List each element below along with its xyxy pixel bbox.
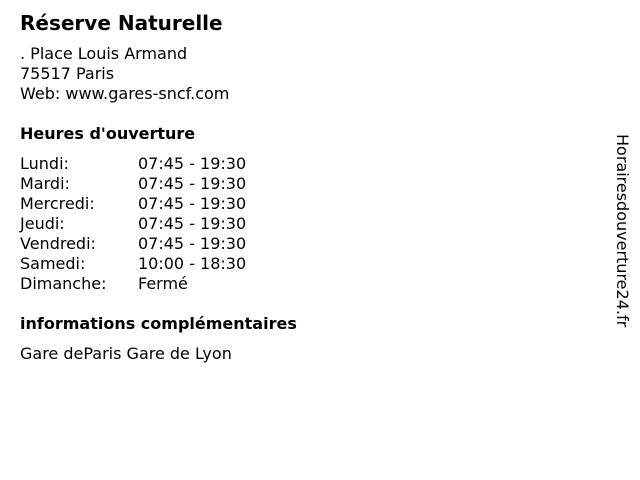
hours-row-monday <box>20 154 580 174</box>
time-value: 07:45 - 19:30 <box>138 154 247 173</box>
day-label: Jeudi: <box>20 214 65 233</box>
hours-row-thursday <box>20 214 580 234</box>
page-title: Réserve Naturelle <box>20 11 223 35</box>
day-label: Dimanche: <box>20 274 107 293</box>
opening-hours <box>20 154 580 294</box>
site-watermark: Horairesdouverture24.fr <box>613 134 632 328</box>
hours-row-friday <box>20 234 580 254</box>
hours-heading: Heures d'ouverture <box>20 124 196 143</box>
address-street: . Place Louis Armand <box>20 44 188 63</box>
time-value: 07:45 - 19:30 <box>138 214 247 233</box>
time-value: Fermé <box>138 274 188 293</box>
day-label: Mercredi: <box>20 194 95 213</box>
day-label: Mardi: <box>20 174 70 193</box>
hours-row-saturday <box>20 254 580 274</box>
store-card <box>20 10 580 364</box>
time-value: 07:45 - 19:30 <box>138 234 247 253</box>
hours-row-wednesday <box>20 194 580 214</box>
time-value: 10:00 - 18:30 <box>138 254 247 273</box>
info-text: Gare deParis Gare de Lyon <box>20 344 232 363</box>
time-value: 07:45 - 19:30 <box>138 174 247 193</box>
address-block <box>20 44 580 104</box>
address-city: 75517 Paris <box>20 64 115 83</box>
address-web: Web: www.gares-sncf.com <box>20 84 230 103</box>
day-label: Vendredi: <box>20 234 96 253</box>
day-label: Samedi: <box>20 254 86 273</box>
hours-row-sunday <box>20 274 580 294</box>
day-label: Lundi: <box>20 154 69 173</box>
hours-row-tuesday <box>20 174 580 194</box>
time-value: 07:45 - 19:30 <box>138 194 247 213</box>
info-heading: informations complémentaires <box>20 314 297 333</box>
